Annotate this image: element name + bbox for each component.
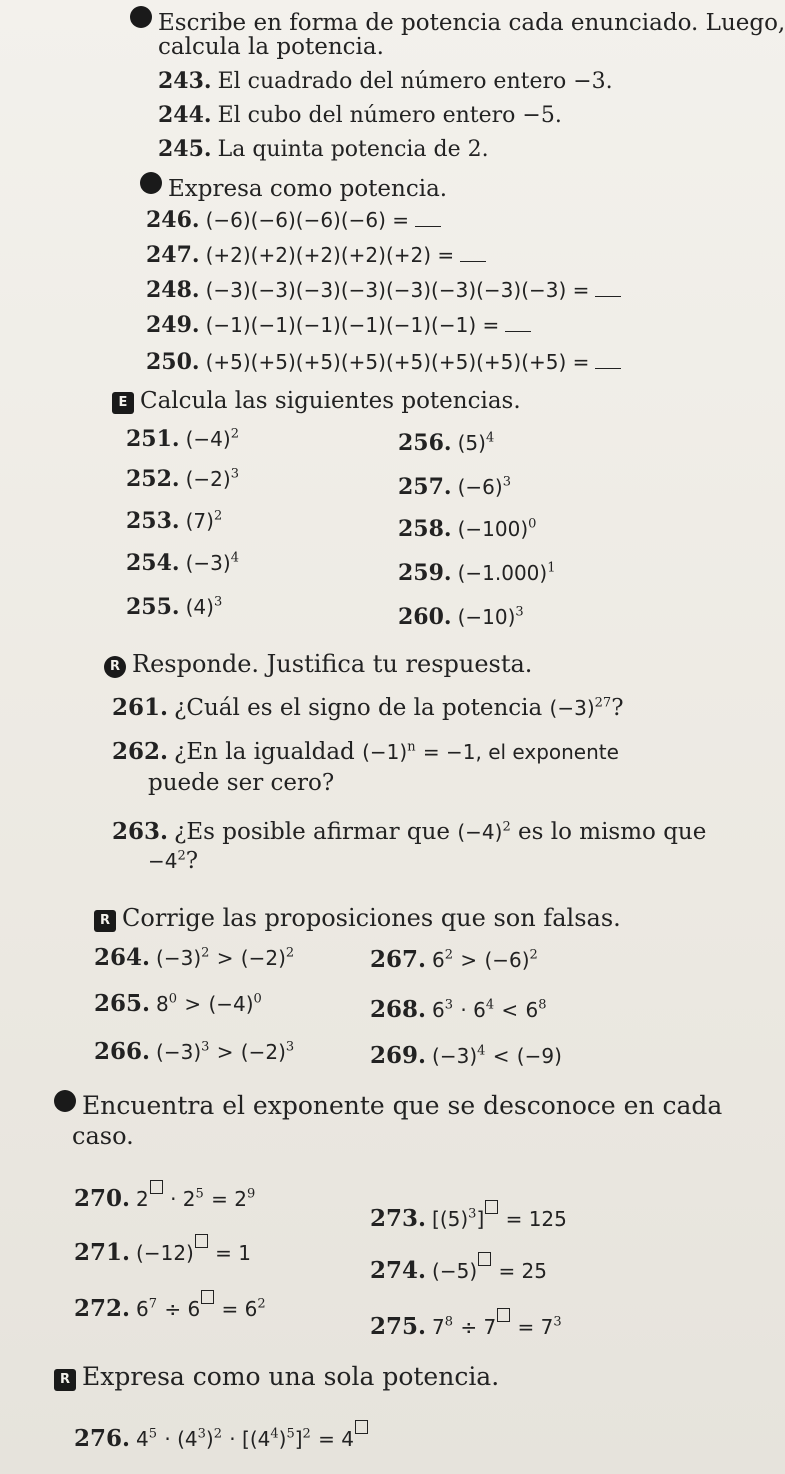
exercise-271: 271. (−12) = 1 xyxy=(74,1234,251,1268)
unknown-exponent-box xyxy=(355,1420,368,1434)
section-g-badge: R xyxy=(54,1369,76,1391)
section-e-badge: R xyxy=(94,910,116,932)
exercise-274: 274. (−5) = 25 xyxy=(370,1252,547,1286)
exercise-246: 246. (−6)(−6)(−6)(−6) = xyxy=(146,207,441,234)
exercise-247: 247. (+2)(+2)(+2)(+2)(+2) = xyxy=(146,242,486,269)
exercise-249: 249. (−1)(−1)(−1)(−1)(−1)(−1) = xyxy=(146,312,531,339)
exercise-268: 268. $6^3 \cdot 6^4 < 6^8$ xyxy=(370,996,547,1023)
exercise-252: 252. $(-2)^3$ xyxy=(126,466,239,492)
exercise-266: 266. $(-3)^3 > (-2)^3$ xyxy=(94,1038,295,1065)
section-d-title: R Responde. Justifica tu respuesta. xyxy=(104,650,532,679)
exercise-267: 267. $6^2 > (-6)^2$ xyxy=(370,946,538,973)
section-f-title-line2: caso. xyxy=(72,1122,134,1150)
exercise-255: 255. $(4)^3$ xyxy=(126,594,223,620)
exercise-272: 272. $6^7 \div 6 = 6^2$ xyxy=(74,1290,266,1324)
exercise-264: 264. $(-3)^2 > (-2)^2$ xyxy=(94,944,295,971)
exercise-262: 262. ¿En la igualdad $(-1)^n = -1$, el exponente xyxy=(112,738,619,765)
section-f-badge xyxy=(54,1090,76,1112)
exercise-253: 253. $(7)^2$ xyxy=(126,508,223,534)
exercise-259: 259. $(-1.000)^1$ xyxy=(398,560,556,586)
exercise-260: 260. $(-10)^3$ xyxy=(398,604,524,630)
section-b-badge xyxy=(140,172,162,194)
exercise-276: 276. $4^5 \cdot (4^3)^2 \cdot [(4^4)^5]^2 = 4$ xyxy=(74,1420,368,1454)
exercise-269: 269. $(-3)^4 < (-9)$ xyxy=(370,1042,562,1069)
unknown-exponent-box xyxy=(485,1200,498,1214)
exercise-251: 251. $(-4)^2$ xyxy=(126,426,239,452)
section-c-title: E Calcula las siguientes potencias. xyxy=(112,388,521,416)
exercise-248: 248. (−3)(−3)(−3)(−3)(−3)(−3)(−3)(−3) = xyxy=(146,277,621,304)
section-a-badge xyxy=(130,6,152,28)
exercise-270: 270. $2 \cdot 2^5 = 2^9$ xyxy=(74,1180,255,1214)
exercise-258: 258. $(-100)^0$ xyxy=(398,516,537,542)
section-a-title-line2: calcula la potencia. xyxy=(158,34,384,60)
exercise-254: 254. $(-3)^4$ xyxy=(126,550,239,576)
exercise-262-line2: puede ser cero? xyxy=(148,770,335,796)
exercise-275: 275. $7^8 \div 7 = 7^3$ xyxy=(370,1308,562,1342)
section-b-title: Expresa como potencia. xyxy=(140,172,447,204)
exercise-261: 261. ¿Cuál es el signo de la potencia $(-3)^{27}$? xyxy=(112,694,624,721)
exercise-256: 256. $(5)^4$ xyxy=(398,430,495,456)
section-e-title: R Corrige las proposiciones que son falsas. xyxy=(94,904,621,933)
unknown-exponent-box xyxy=(150,1180,163,1194)
unknown-exponent-box xyxy=(478,1252,491,1266)
section-f-title: Encuentra el exponente que se desconoce en cada xyxy=(54,1090,722,1121)
exercise-244: 244. El cubo del número entero −5. xyxy=(158,102,562,128)
exercise-265: 265. $8^0 > (-4)^0$ xyxy=(94,990,262,1017)
exercise-250: 250. (+5)(+5)(+5)(+5)(+5)(+5)(+5)(+5) = xyxy=(146,349,621,376)
exercise-263: 263. ¿Es posible afirmar que $(-4)^2$ es lo mismo que xyxy=(112,818,707,845)
exercise-263-line2: $-4^2$? xyxy=(148,848,199,874)
section-g-title: R Expresa como una sola potencia. xyxy=(54,1362,499,1392)
unknown-exponent-box xyxy=(497,1308,510,1322)
section-c-badge: E xyxy=(112,392,134,414)
unknown-exponent-box xyxy=(201,1290,214,1304)
section-d-badge: R xyxy=(104,656,126,678)
section-a-title: Escribe en forma de potencia cada enunciado. Luego, xyxy=(130,6,785,38)
exercise-245: 245. La quinta potencia de 2. xyxy=(158,136,489,162)
exercise-257: 257. $(-6)^3$ xyxy=(398,474,511,500)
exercise-273: 273. $[(5)^3] = 125$ xyxy=(370,1200,567,1234)
exercise-243: 243. El cuadrado del número entero −3. xyxy=(158,68,613,94)
unknown-exponent-box xyxy=(195,1234,208,1248)
